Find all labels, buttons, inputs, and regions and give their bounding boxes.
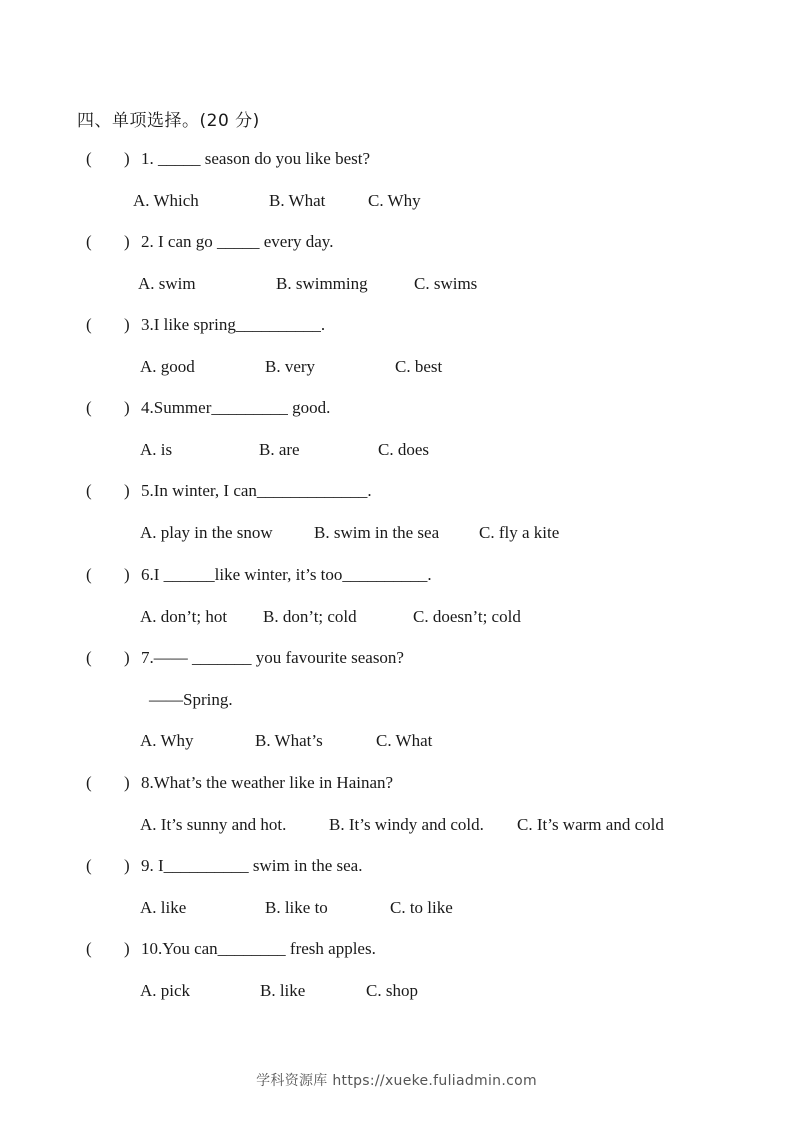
answer-paren-close: ) [124,773,130,792]
answer-paren-open: ( [86,939,92,958]
question-5 [0,480,793,502]
answer-paren-open: ( [86,856,92,875]
option-b: B. swimming [276,274,368,293]
question-3 [0,314,793,336]
option-c: C. It’s warm and cold [517,815,664,834]
answer-paren-close: ) [124,648,130,667]
answer-paren-close: ) [124,232,130,251]
dialogue-response: ——Spring. [149,690,233,709]
option-c: C. doesn’t; cold [413,607,521,626]
option-c: C. swims [414,274,478,293]
answer-paren-open: ( [86,149,92,168]
answer-paren-open: ( [86,565,92,584]
answer-paren-open: ( [86,315,92,334]
question-text: 4.Summer_________ good. [141,398,331,417]
answer-paren-close: ) [124,565,130,584]
option-b: B. like to [265,898,328,917]
answer-paren-close: ) [124,939,130,958]
answer-paren-open: ( [86,648,92,667]
footer-source-link[interactable]: 学科资源库 https://xueke.fuliadmin.com [256,1073,537,1089]
option-a: A. don’t; hot [140,607,228,626]
answer-paren-close: ) [124,149,130,168]
option-a: A. Which [133,191,199,210]
question-1 [0,148,793,170]
answer-paren-open: ( [86,481,92,500]
option-a: A. like [140,898,187,917]
answer-paren-close: ) [124,398,130,417]
question-7 [0,647,793,669]
question-text: 10.You can________ fresh apples. [141,939,376,958]
answer-paren-open: ( [86,773,92,792]
option-a: A. is [140,440,173,459]
option-b: B. What’s [255,731,323,750]
option-c: C. does [378,440,429,459]
option-b: B. are [259,440,300,459]
option-c: C. to like [390,898,453,917]
question-text: 8.What’s the weather like in Hainan? [141,773,394,792]
option-b: B. like [260,981,306,1000]
question-text: 6.I ______like winter, it’s too__________. [141,565,432,584]
answer-paren-close: ) [124,315,130,334]
answer-paren-open: ( [86,232,92,251]
option-a: A. It’s sunny and hot. [140,815,287,834]
answer-paren-close: ) [124,481,130,500]
question-8 [0,772,793,794]
question-text: 1. _____ season do you like best? [141,149,370,168]
option-b: B. What [269,191,326,210]
option-a: A. Why [140,731,194,750]
option-b: B. swim in the sea [314,523,440,542]
question-2 [0,231,793,253]
question-text: 7.—— _______ you favourite season? [141,648,404,667]
option-c: C. fly a kite [479,523,560,542]
option-c: C. best [395,357,443,376]
option-c: C. What [376,731,433,750]
option-b: B. don’t; cold [263,607,357,626]
option-b: B. very [265,357,316,376]
option-a: A. play in the snow [140,523,273,542]
option-a: A. good [140,357,195,376]
question-text: 9. I__________ swim in the sea. [141,856,363,875]
section-title: 四、单项选择。(20 分) [77,111,260,131]
question-4 [0,397,793,419]
question-6 [0,564,793,586]
question-text: 2. I can go _____ every day. [141,232,334,251]
question-text: 5.In winter, I can_____________. [141,481,372,500]
option-c: C. shop [366,981,418,1000]
option-a: A. swim [138,274,196,293]
option-a: A. pick [140,981,191,1000]
question-9 [0,855,793,877]
answer-paren-close: ) [124,856,130,875]
question-10 [0,938,793,960]
question-text: 3.I like spring__________. [141,315,326,334]
option-c: C. Why [368,191,421,210]
answer-paren-open: ( [86,398,92,417]
option-b: B. It’s windy and cold. [329,815,484,834]
